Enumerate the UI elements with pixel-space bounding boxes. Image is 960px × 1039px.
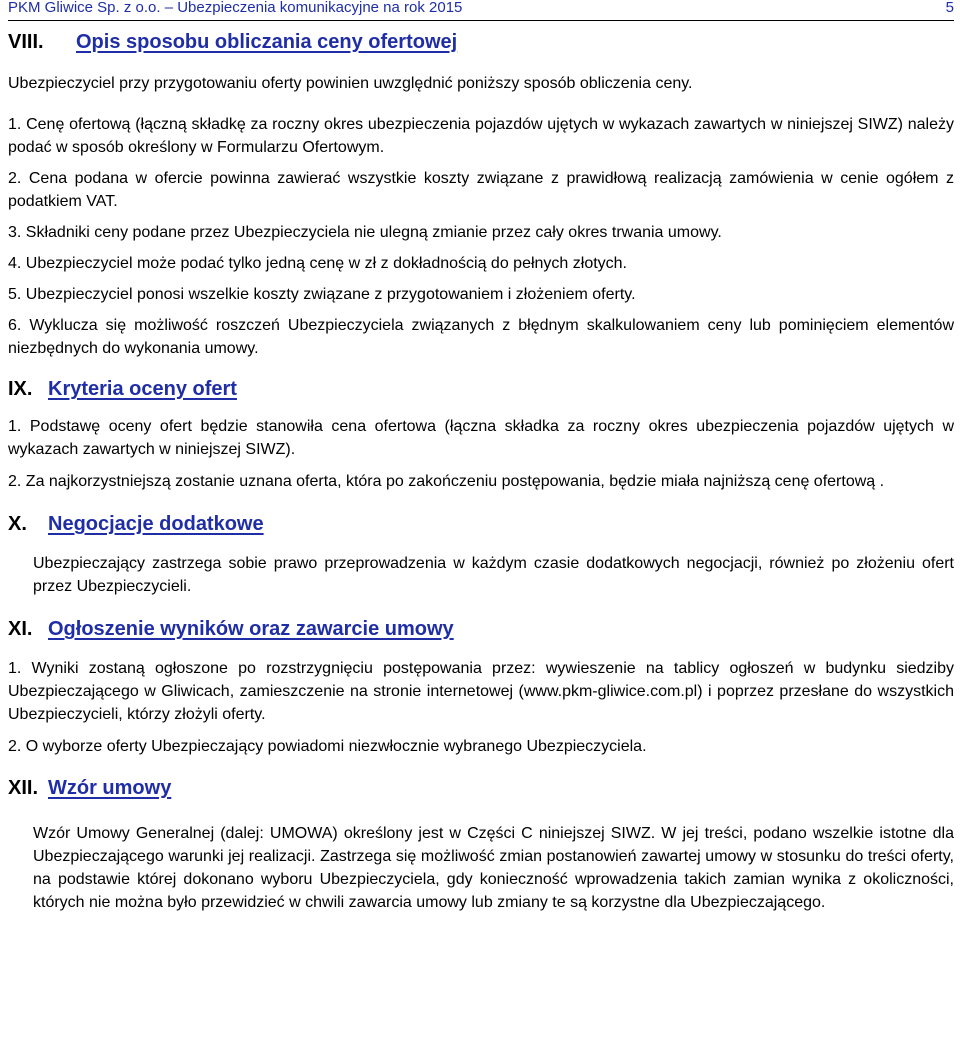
section-number: XI. xyxy=(8,618,33,640)
section-number: VIII. xyxy=(8,31,44,53)
list-item: 2. Cena podana w ofercie powinna zawierać wszystkie koszty związane z prawidłową realizacją zamówienia w cenie ogółem z podatkiem VAT. xyxy=(8,170,954,210)
list-item: 1. Podstawę oceny ofert będzie stanowiła cena ofertowa (łączna składka za roczny okres ubezpieczenia pojazdów ujętych w wykazach zawartych w niniejszej SIWZ). xyxy=(8,418,954,458)
section-paragraph: Ubezpieczający zastrzega sobie prawo przeprowadzenia w każdym czasie dodatkowych negocjacji, również po złożeniu ofert przez Ubezpieczycieli. xyxy=(33,555,954,595)
section-heading-x xyxy=(8,512,954,536)
list-item: 4. Ubezpieczyciel może podać tylko jedną cenę w zł z dokładnością do pełnych złotych. xyxy=(8,255,627,272)
section-number: X. xyxy=(8,513,27,535)
section-title: Opis sposobu obliczania ceny ofertowej xyxy=(76,31,458,53)
section-heading-viii xyxy=(8,30,954,54)
section-heading-xi xyxy=(8,617,954,641)
list-item: 5. Ubezpieczyciel ponosi wszelkie koszty związane z przygotowaniem i złożeniem oferty. xyxy=(8,286,636,303)
document-body xyxy=(8,22,954,914)
section-number: XII. xyxy=(8,777,39,799)
section-intro: Ubezpieczyciel przy przygotowaniu oferty powinien uwzględnić poniższy sposób obliczenia ceny. xyxy=(8,75,693,92)
page-header xyxy=(8,0,954,21)
section-heading-xii xyxy=(8,776,954,800)
section-title: Kryteria oceny ofert xyxy=(48,378,237,400)
header-title: PKM Gliwice Sp. z o.o. – Ubezpieczenia komunikacyjne na rok 2015 xyxy=(8,0,463,16)
page-number: 5 xyxy=(945,0,954,16)
list-item: 2. O wyborze oferty Ubezpieczający powiadomi niezwłocznie wybranego Ubezpieczyciela. xyxy=(8,738,647,755)
list-item: 2. Za najkorzystniejszą zostanie uznana oferta, która po zakończeniu postępowania, będzie miała najniższą cenę ofertową . xyxy=(8,473,885,490)
list-item: 1. Wyniki zostaną ogłoszone po rozstrzygnięciu postępowania przez: wywieszenie na tablicy ogłoszeń w budynku siedziby Ubezpieczającego w Gliwicach, zamieszczenie na stronie internetowej (www.pkm-gliwice.com.pl) i poprzez przesłane do wszystkich Ubezpieczycieli, którzy złożyli oferty. xyxy=(8,660,954,723)
section-title: Negocjacje dodatkowe xyxy=(48,513,264,535)
section-number: IX. xyxy=(8,378,33,400)
section-title: Wzór umowy xyxy=(48,777,172,799)
section-title: Ogłoszenie wyników oraz zawarcie umowy xyxy=(48,618,454,640)
list-item: 1. Cenę ofertową (łączną składkę za roczny okres ubezpieczenia pojazdów ujętych w wykazach zawartych w niniejszej SIWZ) należy podać w sposób określony w Formularzu Ofertowym. xyxy=(8,116,954,156)
section-heading-ix xyxy=(8,377,954,401)
list-item: 6. Wyklucza się możliwość roszczeń Ubezpieczyciela związanych z błędnym skalkulowaniem ceny lub pominięciem elementów niezbędnych do wykonania umowy. xyxy=(8,317,954,357)
section-paragraph: Wzór Umowy Generalnej (dalej: UMOWA) określony jest w Części C niniejszej SIWZ. W jej treści, podano wszelkie istotne dla Ubezpieczającego warunki jej realizacji. Zastrzega się możliwość zmian postanowień zawartej umowy w stosunku do treści oferty, na podstawie której dokonano wyboru Ubezpieczyciela, gdy konieczność wprowadzenia takich zamian wynika z okoliczności, których nie można było przewidzieć w chwili zawarcia umowy lub zmiany te są korzystne dla Ubezpieczającego. xyxy=(33,825,954,911)
list-item: 3. Składniki ceny podane przez Ubezpieczyciela nie ulegną zmianie przez cały okres trwania umowy. xyxy=(8,224,722,241)
